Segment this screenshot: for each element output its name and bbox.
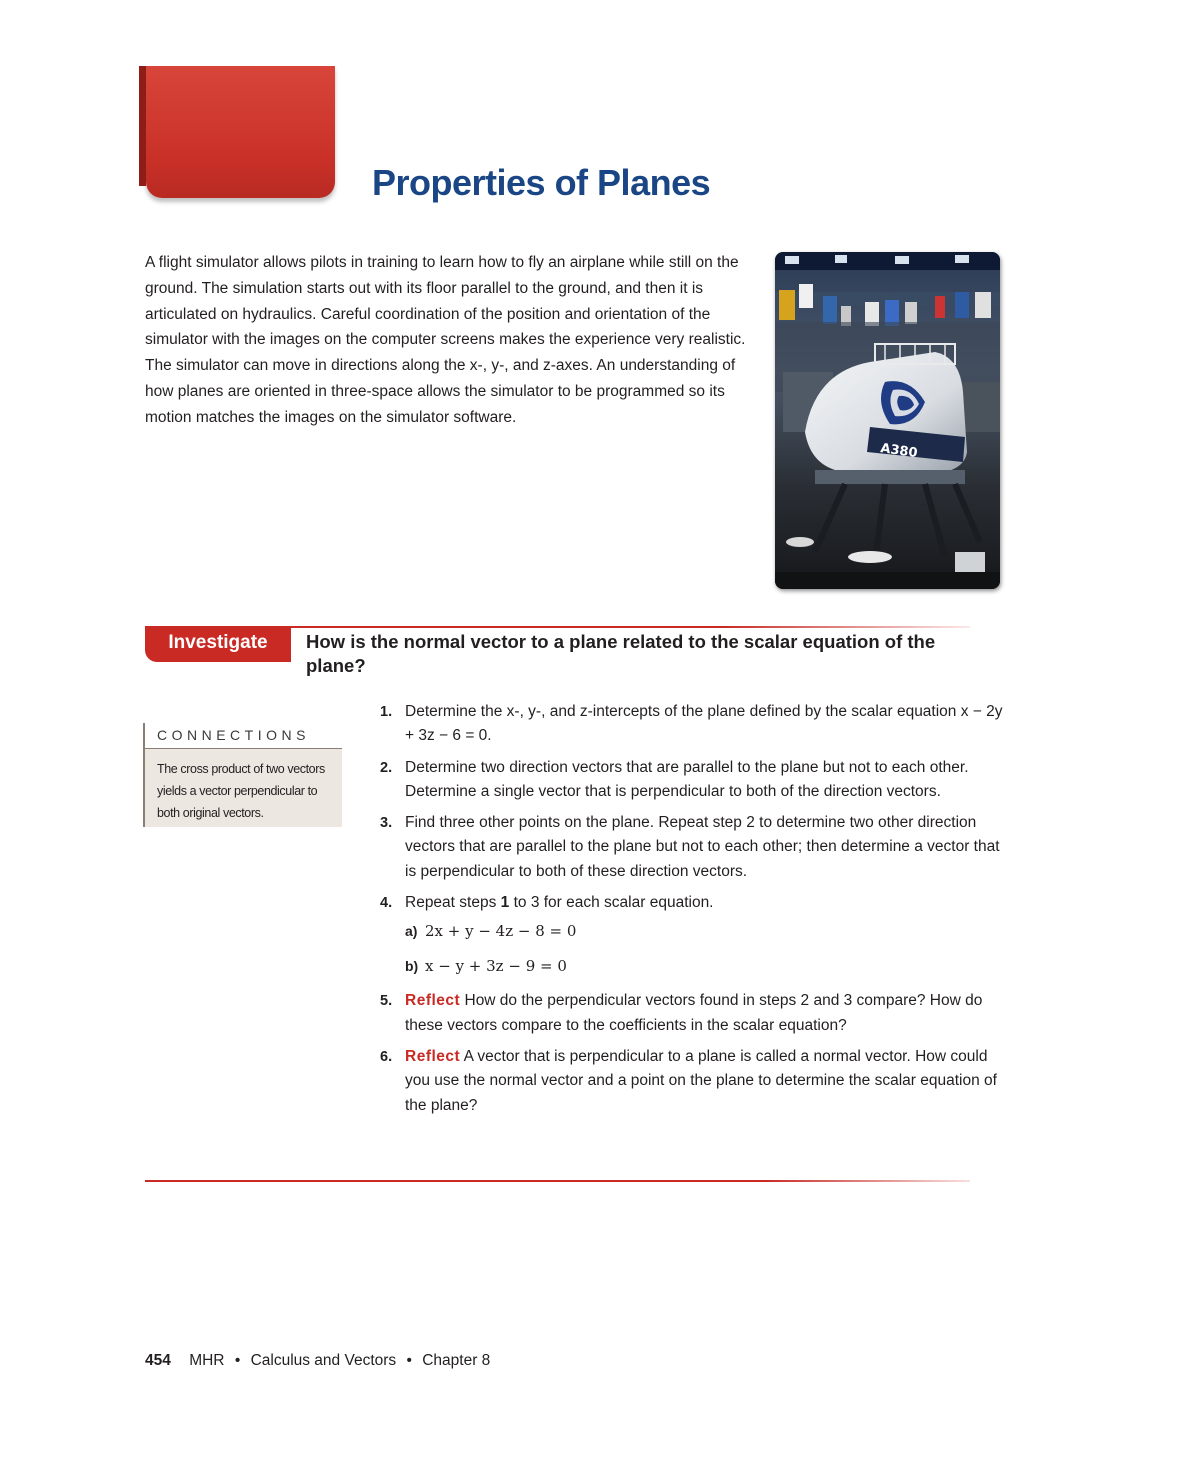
book-title: Calculus and Vectors xyxy=(250,1352,397,1369)
equation: 2x + y − 4z − 8 = 0 xyxy=(425,922,577,941)
section-end-rule xyxy=(145,1180,970,1182)
publisher: MHR xyxy=(189,1352,225,1369)
step-4a xyxy=(405,919,1005,944)
step-3 xyxy=(380,811,1005,884)
investigate-question: How is the normal vector to a plane related to the scalar equation of the plane? xyxy=(306,631,936,676)
step-text: How do the perpendicular vectors found in steps 2 and 3 compare? How do these vectors compare to the coefficients in the scalar equation? xyxy=(405,992,983,1034)
step-2 xyxy=(380,756,1005,805)
connections-divider xyxy=(145,748,342,749)
step-number: 6. xyxy=(380,1048,393,1065)
step-number: 2. xyxy=(380,759,393,776)
step-4 xyxy=(380,891,1005,979)
investigate-steps xyxy=(380,700,1005,1125)
page-footer xyxy=(145,1352,490,1370)
step-text: Determine two direction vectors that are parallel to the plane but not to each other. Determine a single vector that is perpendicular to both of the direction vectors. xyxy=(405,758,969,800)
flight-simulator-photo xyxy=(775,252,1000,589)
reflect-label: Reflect xyxy=(405,1047,461,1065)
bullet-separator: • xyxy=(234,1352,241,1369)
connections-box xyxy=(143,723,342,827)
sub-label: a) xyxy=(405,923,418,940)
sub-label: b) xyxy=(405,958,419,975)
chapter-label: Chapter 8 xyxy=(422,1352,491,1369)
step-ref: 1 xyxy=(500,894,510,912)
section-number: 8.3 xyxy=(65,112,125,161)
step-text-after: to 3 for each scalar equation. xyxy=(509,894,714,912)
step-number: 1. xyxy=(380,704,393,720)
page-number: 454 xyxy=(145,1352,171,1369)
step-text: Determine the x-, y-, and z-intercepts of the plane defined by the scalar equation x − 2y + 3z − 6 = 0. xyxy=(405,703,1003,745)
step-text: Find three other points on the plane. Repeat step 2 to determine two other direction vectors that are parallel to the plane but not to each other; then determine a vector that is perpendicular to both of these direction vectors. xyxy=(405,814,1000,880)
equation: x − y + 3z − 9 = 0 xyxy=(425,957,567,976)
bullet-separator: • xyxy=(406,1352,412,1369)
page-title: Properties of Planes xyxy=(372,162,711,203)
step-4b xyxy=(405,954,1005,979)
reflect-label: Reflect xyxy=(405,992,461,1010)
connections-text: The cross product of two vectors yields a vector perpendicular to both original vectors. xyxy=(157,762,325,820)
step-text: A vector that is perpendicular to a plane is called a normal vector. How could you use the normal vector and a point on the plane to determine the scalar equation of the plane? xyxy=(405,1047,997,1114)
connections-heading: CONNECTIONS xyxy=(157,727,316,745)
step-6 xyxy=(380,1045,1005,1118)
step-text-before: Repeat steps xyxy=(405,894,501,912)
step-1 xyxy=(380,700,1005,749)
step-number: 4. xyxy=(380,895,393,912)
step-number: 3. xyxy=(380,815,393,832)
simulator-label: A380 xyxy=(879,441,919,462)
investigate-tab: Investigate xyxy=(145,626,291,662)
step-5 xyxy=(380,989,1005,1038)
step-number: 5. xyxy=(380,993,393,1010)
intro-paragraph: A flight simulator allows pilots in training to learn how to fly an airplane while still on the ground. The simulation starts out with its floor parallel to the ground, and then it is articulated on hydraulics. Careful coordination of the position and orientation of the simulator with the images on the computer screens makes the experience very realistic. The simulator can move in directions along the x-, y-, and z-axes. An understanding of how planes are oriented in three-space allows the simulator to be programmed so its motion matches the images on the simulator software. xyxy=(145,254,746,426)
